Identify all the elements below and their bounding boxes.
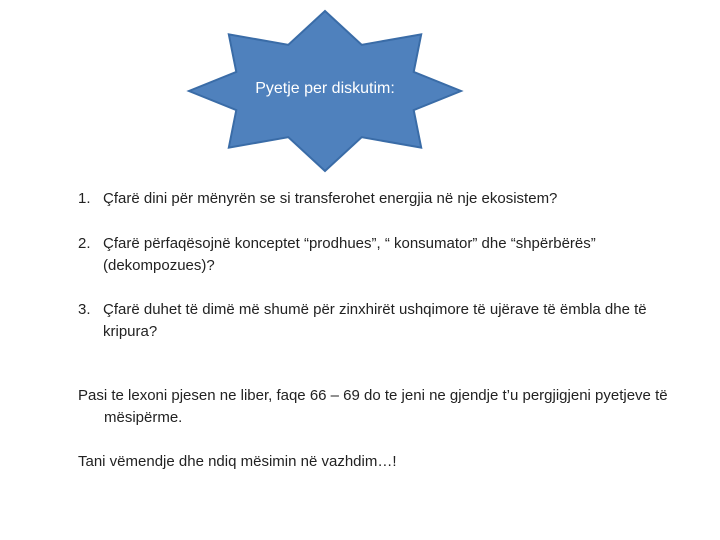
question-item-1 — [78, 188, 678, 210]
question-number: 1. — [78, 190, 91, 207]
question-item-2 — [78, 233, 678, 277]
question-text: Çfarë përfaqësojnë konceptet “prodhues”, “ konsumator” dhe “shpërbërës” (dekompozues)? — [103, 235, 596, 274]
question-text: Çfarë duhet të dimë më shumë për zinxhirët ushqimore të ujërave të ëmbla dhe të kripura? — [103, 301, 647, 340]
question-number: 2. — [78, 235, 91, 252]
reading-instruction: Pasi te lexoni pjesen ne liber, faqe 66 – 69 do te jeni ne gjendje t’u pergjigjeni pyetjeve të mësipërme. — [78, 387, 668, 426]
question-text: Çfarë dini për mënyrën se si transferohet energjia në nje ekosistem? — [103, 190, 558, 207]
question-item-3 — [78, 299, 678, 343]
question-number: 3. — [78, 301, 91, 318]
closing-instruction: Tani vëmendje dhe ndiq mësimin në vazhdim…! — [78, 453, 397, 470]
banner-title: Pyetje per diskutim: — [255, 80, 395, 97]
discussion-star-banner — [186, 8, 464, 174]
